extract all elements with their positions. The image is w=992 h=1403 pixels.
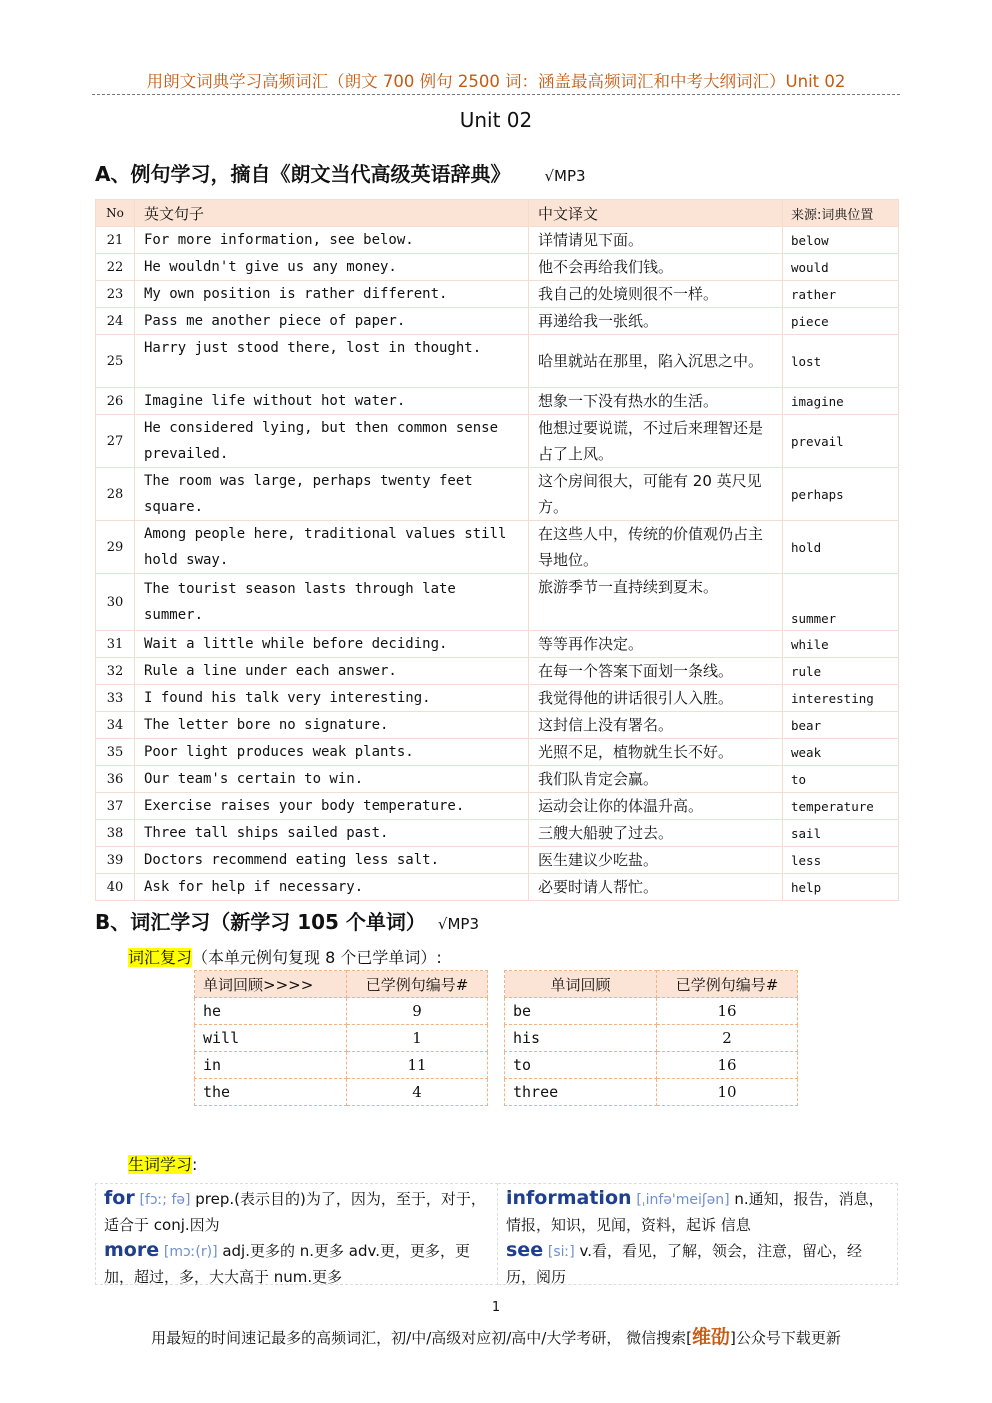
row-number: 39 bbox=[96, 847, 135, 874]
table-row bbox=[96, 631, 899, 658]
dictionary-source: piece bbox=[783, 308, 899, 335]
english-sentence: Doctors recommend eating less salt. bbox=[135, 847, 529, 874]
table-row bbox=[96, 468, 899, 521]
review-number: 16 bbox=[657, 1052, 798, 1079]
page-footer bbox=[0, 1322, 992, 1349]
col-header-source: 来源:词典位置 bbox=[783, 200, 899, 227]
dictionary-source: while bbox=[783, 631, 899, 658]
table-row bbox=[96, 847, 899, 874]
chinese-translation: 运动会让你的体温升高。 bbox=[529, 793, 783, 820]
english-sentence: Harry just stood there, lost in thought. bbox=[135, 335, 529, 388]
review-word: will bbox=[195, 1025, 347, 1052]
vocab-definition: n.通知，报告，消息，情报，知识，见闻，资料，起诉 信息 bbox=[506, 1190, 884, 1234]
table-row bbox=[96, 874, 899, 901]
review-word: to bbox=[505, 1052, 657, 1079]
vocab-phonetic: [mɔː(r)] bbox=[163, 1244, 218, 1260]
chinese-translation: 哈里就站在那里，陷入沉思之中。 bbox=[529, 335, 783, 388]
english-sentence: He considered lying, but then common sense prevailed. bbox=[135, 415, 529, 468]
dictionary-source: help bbox=[783, 874, 899, 901]
english-sentence: My own position is rather different. bbox=[135, 281, 529, 308]
row-number: 24 bbox=[96, 308, 135, 335]
vocab-word: see bbox=[506, 1239, 544, 1261]
vocab-box-right bbox=[498, 1183, 898, 1285]
vocab-phonetic: [ˌinfə'meiʃən] bbox=[636, 1192, 730, 1208]
chinese-translation: 我觉得他的讲话很引人入胜。 bbox=[529, 685, 783, 712]
english-sentence: Three tall ships sailed past. bbox=[135, 820, 529, 847]
table-row bbox=[96, 766, 899, 793]
mp3-link-a[interactable]: √MP3 bbox=[544, 167, 586, 185]
review-label bbox=[128, 945, 442, 968]
review-row bbox=[195, 1079, 488, 1106]
review-word: be bbox=[505, 998, 657, 1025]
review-number: 11 bbox=[347, 1052, 488, 1079]
row-number: 28 bbox=[96, 468, 135, 521]
english-sentence: Pass me another piece of paper. bbox=[135, 308, 529, 335]
row-number: 37 bbox=[96, 793, 135, 820]
new-words-label bbox=[128, 1152, 197, 1175]
review-word: the bbox=[195, 1079, 347, 1106]
dictionary-source: lost bbox=[783, 335, 899, 388]
review-row bbox=[195, 1052, 488, 1079]
row-number: 33 bbox=[96, 685, 135, 712]
english-sentence: The letter bore no signature. bbox=[135, 712, 529, 739]
dictionary-source: to bbox=[783, 766, 899, 793]
english-sentence: Among people here, traditional values still hold sway. bbox=[135, 521, 529, 574]
row-number: 29 bbox=[96, 521, 135, 574]
chinese-translation: 我自己的处境则很不一样。 bbox=[529, 281, 783, 308]
chinese-translation: 在这些人中，传统的价值观仍占主导地位。 bbox=[529, 521, 783, 574]
chinese-translation: 这个房间很大，可能有 20 英尺见方。 bbox=[529, 468, 783, 521]
english-sentence: The room was large, perhaps twenty feet square. bbox=[135, 468, 529, 521]
review-row bbox=[505, 1079, 798, 1106]
sentence-table-header bbox=[96, 200, 899, 227]
english-sentence: For more information, see below. bbox=[135, 227, 529, 254]
review-col-number: 已学例句编号# bbox=[657, 971, 798, 998]
vocab-entry bbox=[506, 1238, 891, 1290]
new-words-heading: 生词学习 bbox=[128, 1155, 193, 1174]
table-row bbox=[96, 415, 899, 468]
table-row bbox=[96, 685, 899, 712]
review-number: 10 bbox=[657, 1079, 798, 1106]
chinese-translation: 再递给我一张纸。 bbox=[529, 308, 783, 335]
vocab-word: information bbox=[506, 1187, 632, 1209]
col-header-no: No bbox=[96, 200, 135, 227]
section-b-heading: B、词汇学习（新学习 105 个单词） bbox=[95, 910, 426, 934]
table-row bbox=[96, 308, 899, 335]
review-row bbox=[505, 1025, 798, 1052]
page-header: 用朗文词典学习高频词汇（朗文 700 例句 2500 词：涵盖最高频词汇和中考大纲词汇）Unit 02 bbox=[146, 72, 846, 91]
review-number: 1 bbox=[347, 1025, 488, 1052]
table-row bbox=[96, 227, 899, 254]
dictionary-source: perhaps bbox=[783, 468, 899, 521]
table-row bbox=[96, 521, 899, 574]
col-header-english: 英文句子 bbox=[135, 200, 529, 227]
dictionary-source: summer bbox=[783, 574, 899, 631]
footer-text-end: ]公众号下载更新 bbox=[730, 1329, 841, 1347]
chinese-translation: 医生建议少吃盐。 bbox=[529, 847, 783, 874]
review-row bbox=[195, 1025, 488, 1052]
review-table-right bbox=[504, 970, 798, 1106]
chinese-translation: 必要时请人帮忙。 bbox=[529, 874, 783, 901]
table-row bbox=[96, 254, 899, 281]
row-number: 23 bbox=[96, 281, 135, 308]
vocab-definition: adj.更多的 n.更多 adv.更，更多，更加，超过，多，大大高于 num.更多 bbox=[104, 1242, 470, 1286]
dictionary-source: rule bbox=[783, 658, 899, 685]
dictionary-source: prevail bbox=[783, 415, 899, 468]
review-table-left bbox=[194, 970, 488, 1106]
vocab-phonetic: [siː] bbox=[547, 1244, 575, 1260]
row-number: 34 bbox=[96, 712, 135, 739]
unit-title: Unit 02 bbox=[459, 108, 533, 132]
vocab-word: for bbox=[104, 1187, 135, 1209]
table-row bbox=[96, 739, 899, 766]
vocab-entry bbox=[104, 1238, 491, 1290]
vocab-entry bbox=[104, 1186, 491, 1238]
review-word: in bbox=[195, 1052, 347, 1079]
vocab-definition: prep.(表示目的)为了，因为，至于，对于，适合于 conj.因为 bbox=[104, 1190, 486, 1234]
review-col-number: 已学例句编号# bbox=[347, 971, 488, 998]
review-word: three bbox=[505, 1079, 657, 1106]
row-number: 31 bbox=[96, 631, 135, 658]
section-a-title bbox=[95, 158, 586, 187]
english-sentence: Our team's certain to win. bbox=[135, 766, 529, 793]
review-header-row bbox=[195, 971, 488, 998]
dictionary-source: below bbox=[783, 227, 899, 254]
row-number: 32 bbox=[96, 658, 135, 685]
chinese-translation: 这封信上没有署名。 bbox=[529, 712, 783, 739]
footer-text: 用最短的时间速记最多的高频词汇，初/中/高级对应初/高中/大学考研， 微信搜索[ bbox=[151, 1329, 692, 1347]
chinese-translation: 光照不足，植物就生长不好。 bbox=[529, 739, 783, 766]
dictionary-source: bear bbox=[783, 712, 899, 739]
english-sentence: Poor light produces weak plants. bbox=[135, 739, 529, 766]
review-col-word: 单词回顾 bbox=[505, 971, 657, 998]
english-sentence: Ask for help if necessary. bbox=[135, 874, 529, 901]
row-number: 30 bbox=[96, 574, 135, 631]
vocab-phonetic: [fɔː; fə] bbox=[139, 1192, 191, 1208]
dictionary-source: imagine bbox=[783, 388, 899, 415]
review-row bbox=[195, 998, 488, 1025]
review-row bbox=[505, 998, 798, 1025]
review-number: 9 bbox=[347, 998, 488, 1025]
section-b-title bbox=[95, 906, 479, 935]
footer-brand: 维劭 bbox=[691, 1326, 730, 1348]
table-row bbox=[96, 388, 899, 415]
english-sentence: Rule a line under each answer. bbox=[135, 658, 529, 685]
review-heading: 词汇复习 bbox=[128, 948, 193, 967]
table-row bbox=[96, 793, 899, 820]
row-number: 21 bbox=[96, 227, 135, 254]
review-note: （本单元例句复现 8 个已学单词）: bbox=[192, 948, 442, 967]
dictionary-source: interesting bbox=[783, 685, 899, 712]
chinese-translation: 想象一下没有热水的生活。 bbox=[529, 388, 783, 415]
page-number: 1 bbox=[491, 1300, 501, 1315]
mp3-link-b[interactable]: √MP3 bbox=[437, 915, 480, 933]
dictionary-source: temperature bbox=[783, 793, 899, 820]
review-number: 2 bbox=[657, 1025, 798, 1052]
english-sentence: I found his talk very interesting. bbox=[135, 685, 529, 712]
dictionary-source: sail bbox=[783, 820, 899, 847]
chinese-translation: 在每一个答案下面划一条线。 bbox=[529, 658, 783, 685]
review-number: 4 bbox=[347, 1079, 488, 1106]
english-sentence: Wait a little while before deciding. bbox=[135, 631, 529, 658]
vocab-word: more bbox=[104, 1239, 160, 1261]
english-sentence: Exercise raises your body temperature. bbox=[135, 793, 529, 820]
chinese-translation: 他想过要说谎，不过后来理智还是占了上风。 bbox=[529, 415, 783, 468]
row-number: 40 bbox=[96, 874, 135, 901]
vocab-definition: v.看，看见，了解，领会，注意，留心，经历，阅历 bbox=[506, 1242, 862, 1286]
chinese-translation: 他不会再给我们钱。 bbox=[529, 254, 783, 281]
row-number: 38 bbox=[96, 820, 135, 847]
header-divider bbox=[92, 94, 900, 95]
table-row bbox=[96, 335, 899, 388]
vocab-box-left bbox=[95, 1183, 498, 1285]
english-sentence: He wouldn't give us any money. bbox=[135, 254, 529, 281]
chinese-translation: 三艘大船驶了过去。 bbox=[529, 820, 783, 847]
section-a-heading: A、例句学习，摘自《朗文当代高级英语辞典》 bbox=[95, 162, 511, 186]
review-word: he bbox=[195, 998, 347, 1025]
english-sentence: Imagine life without hot water. bbox=[135, 388, 529, 415]
row-number: 25 bbox=[96, 335, 135, 388]
review-header-row bbox=[505, 971, 798, 998]
row-number: 35 bbox=[96, 739, 135, 766]
chinese-translation: 旅游季节一直持续到夏末。 bbox=[529, 574, 783, 631]
dictionary-source: weak bbox=[783, 739, 899, 766]
table-row bbox=[96, 820, 899, 847]
english-sentence: The tourist season lasts through late summer. bbox=[135, 574, 529, 631]
table-row bbox=[96, 281, 899, 308]
table-row bbox=[96, 658, 899, 685]
row-number: 26 bbox=[96, 388, 135, 415]
review-number: 16 bbox=[657, 998, 798, 1025]
table-row bbox=[96, 574, 899, 631]
review-col-word: 单词回顾>>>> bbox=[195, 971, 347, 998]
new-words-colon: : bbox=[192, 1155, 198, 1174]
dictionary-source: rather bbox=[783, 281, 899, 308]
row-number: 22 bbox=[96, 254, 135, 281]
review-word: his bbox=[505, 1025, 657, 1052]
dictionary-source: hold bbox=[783, 521, 899, 574]
col-header-chinese: 中文译文 bbox=[529, 200, 783, 227]
dictionary-source: less bbox=[783, 847, 899, 874]
chinese-translation: 详情请见下面。 bbox=[529, 227, 783, 254]
chinese-translation: 等等再作决定。 bbox=[529, 631, 783, 658]
vocab-entry bbox=[506, 1186, 891, 1238]
review-row bbox=[505, 1052, 798, 1079]
sentence-table bbox=[95, 199, 899, 901]
chinese-translation: 我们队肯定会赢。 bbox=[529, 766, 783, 793]
table-row bbox=[96, 712, 899, 739]
row-number: 36 bbox=[96, 766, 135, 793]
row-number: 27 bbox=[96, 415, 135, 468]
dictionary-source: would bbox=[783, 254, 899, 281]
